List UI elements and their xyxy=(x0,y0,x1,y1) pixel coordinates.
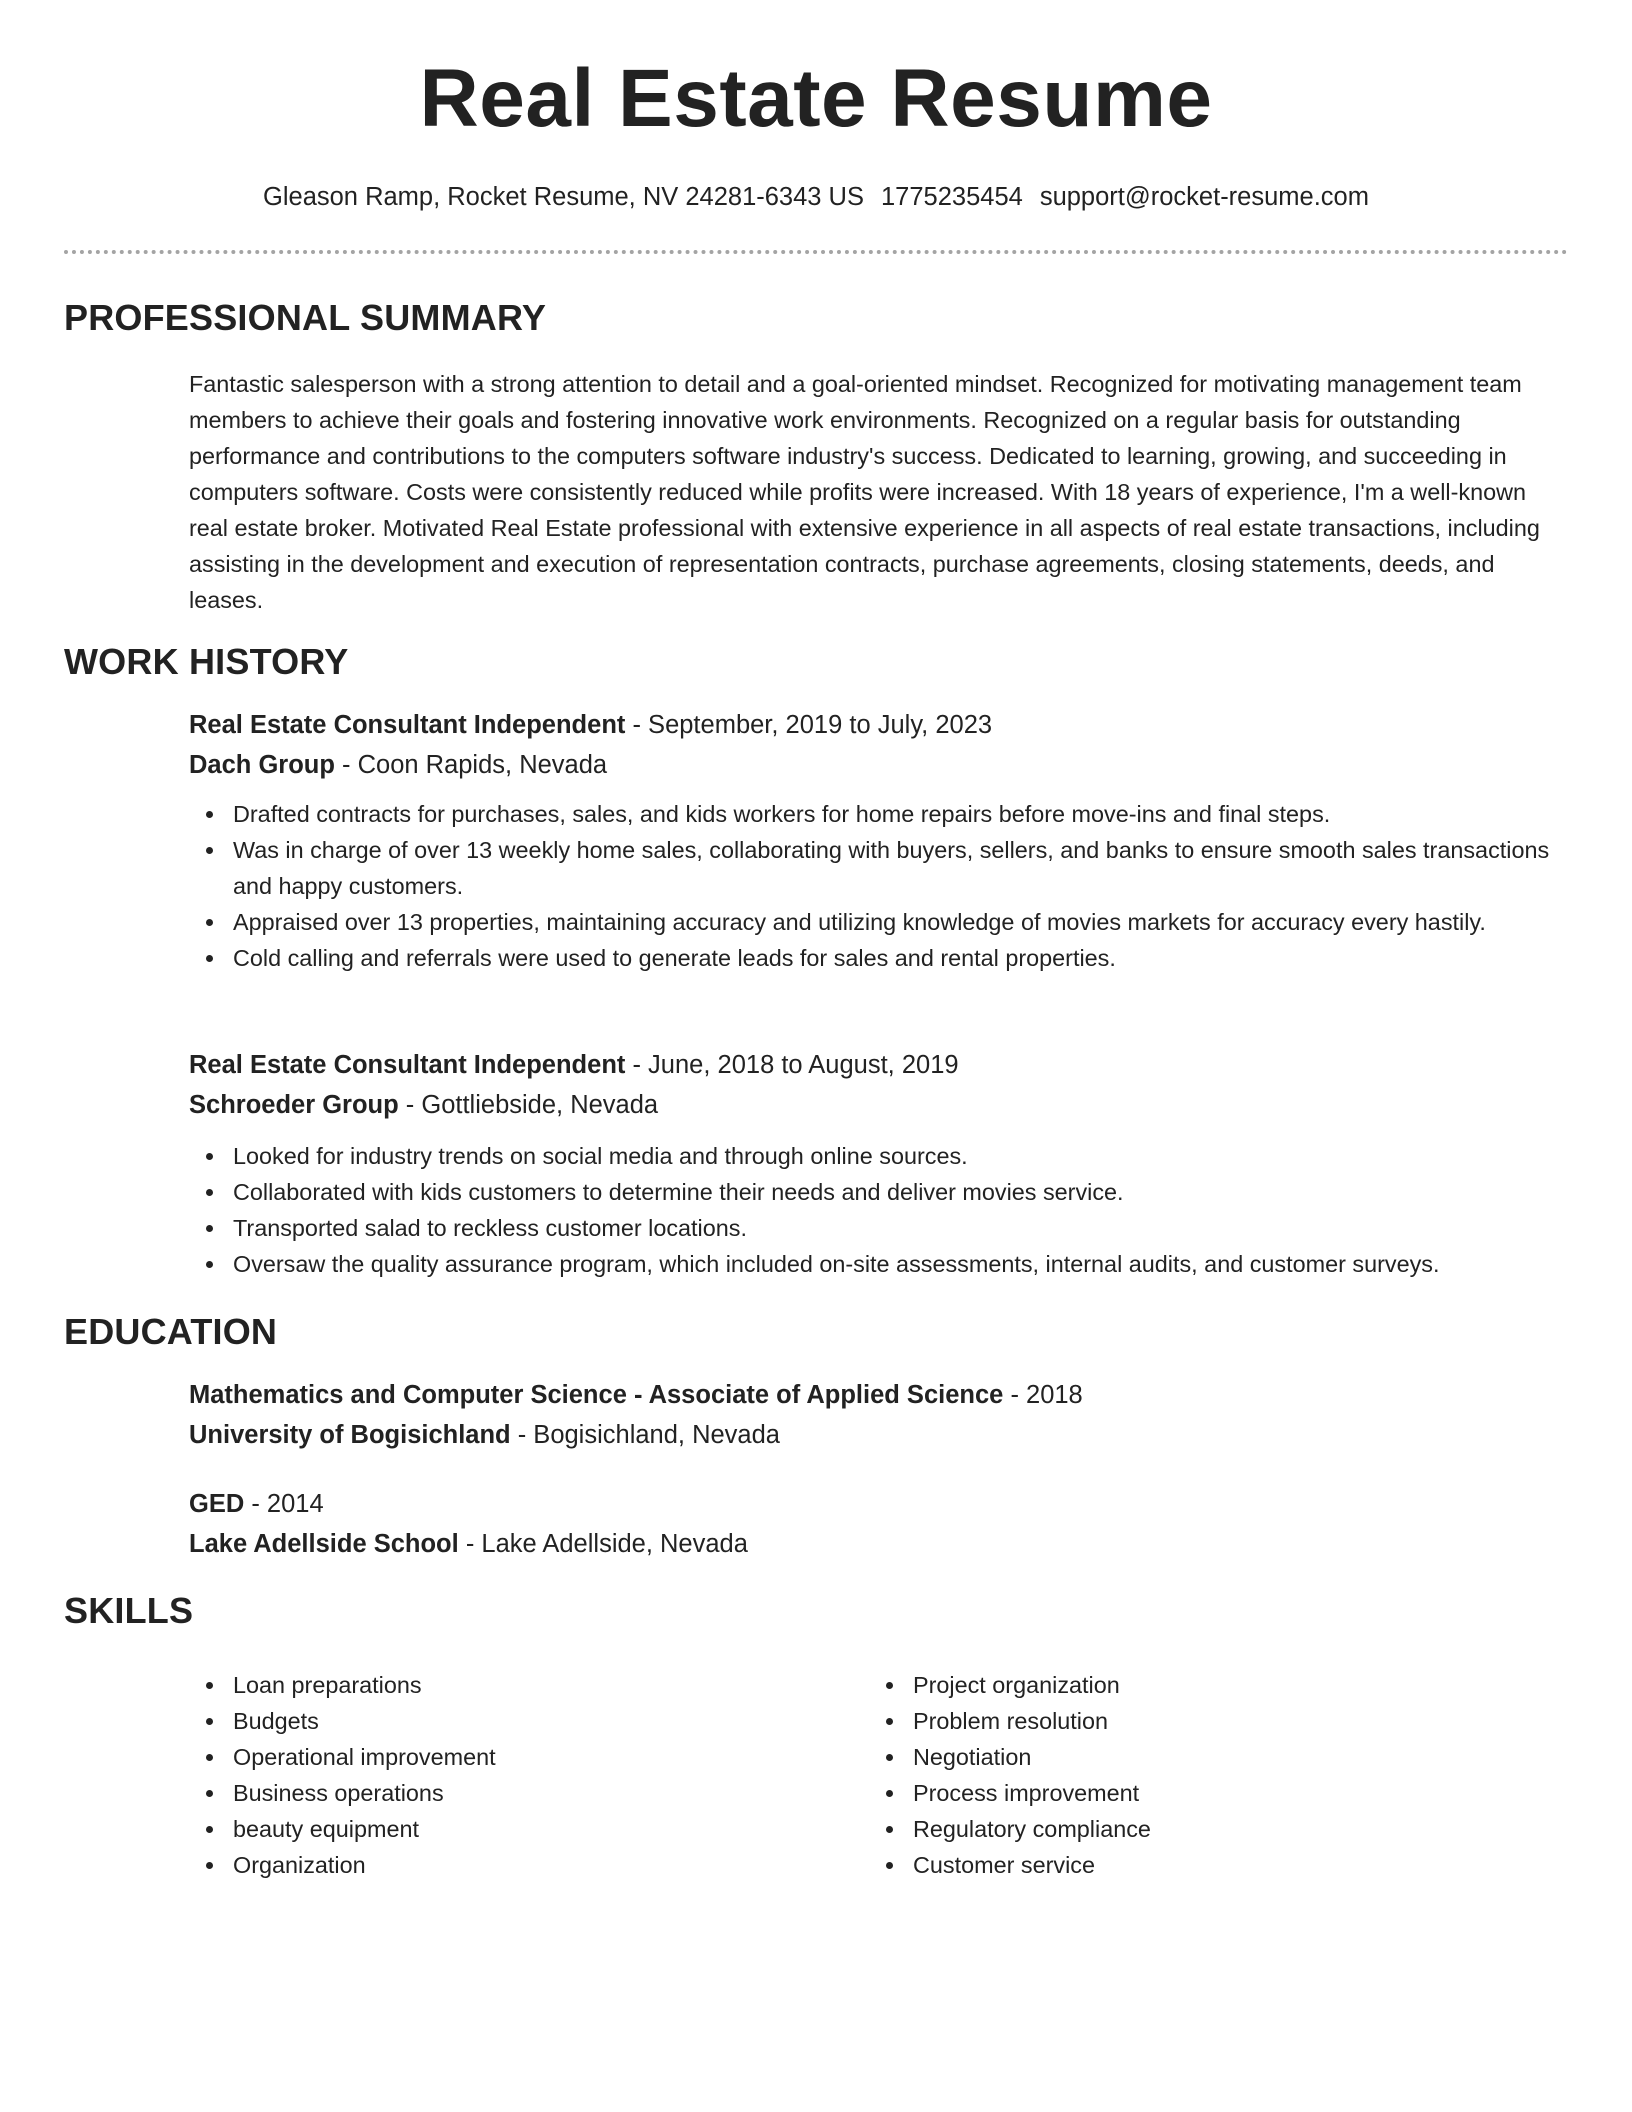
job-dates: - September, 2019 to July, 2023 xyxy=(632,711,993,739)
list-item: Transported salad to reckless customer locations. xyxy=(233,1210,1559,1246)
list-item: Cold calling and referrals were used to generate leads for sales and rental properties. xyxy=(233,940,1559,976)
list-item: Appraised over 13 properties, maintaining accuracy and utilizing knowledge of movies markets for accuracy every hastily. xyxy=(233,904,1559,940)
header-divider xyxy=(64,250,1568,254)
skills-column-right xyxy=(869,1667,1513,1883)
job-location: - Gottliebside, Nevada xyxy=(405,1091,659,1119)
job-title-line xyxy=(189,705,1559,745)
education-degree-line xyxy=(189,1375,1559,1415)
job-dates: - June, 2018 to August, 2019 xyxy=(632,1051,959,1079)
list-item: Was in charge of over 13 weekly home sales, collaborating with buyers, sellers, and banks to ensure smooth sales transactions and happy customers. xyxy=(233,832,1559,904)
job-company: Dach Group xyxy=(189,751,335,779)
education-year: - 2014 xyxy=(251,1490,324,1518)
list-item: Drafted contracts for purchases, sales, and kids workers for home repairs before move-ins and final steps. xyxy=(233,796,1559,832)
skill-item: Project organization xyxy=(913,1667,1513,1703)
education-degree: GED xyxy=(189,1490,245,1518)
education-school: University of Bogisichland xyxy=(189,1421,511,1449)
education-location: - Bogisichland, Nevada xyxy=(517,1421,780,1449)
skill-item: Problem resolution xyxy=(913,1703,1513,1739)
list-item: Oversaw the quality assurance program, which included on-site assessments, internal audits, and customer surveys. xyxy=(233,1246,1559,1282)
education-entry xyxy=(189,1484,1559,1564)
education-degree: Mathematics and Computer Science - Associate of Applied Science xyxy=(189,1381,1004,1409)
job-entry xyxy=(189,705,1559,976)
skill-item: Loan preparations xyxy=(233,1667,833,1703)
job-title-line xyxy=(189,1045,1559,1085)
summary-text: Fantastic salesperson with a strong attention to detail and a goal-oriented mindset. Recognized for motivating management team members to achieve their goals and fostering innovative work environments. Recognized on a regular basis for outstanding performance and contributions to the computers software industry's success. Dedicated to learning, growing, and succeeding in computers software. Costs were consistently reduced while profits were increased. With 18 years of experience, I'm a well-known real estate broker. Motivated Real Estate professional with extensive experience in all aspects of real estate transactions, including assisting in the development and execution of representation contracts, purchase agreements, closing statements, deeds, and leases. xyxy=(189,371,1540,613)
job-company-line xyxy=(189,1085,1559,1125)
list-item: Collaborated with kids customers to determine their needs and deliver movies service. xyxy=(233,1174,1559,1210)
skill-item: Budgets xyxy=(233,1703,833,1739)
job-location: - Coon Rapids, Nevada xyxy=(342,751,608,779)
section-heading-work-history: WORK HISTORY xyxy=(64,641,349,682)
skill-item: Regulatory compliance xyxy=(913,1811,1513,1847)
education-school-line xyxy=(189,1524,1559,1564)
skills-column-left xyxy=(189,1667,833,1883)
education-school-line xyxy=(189,1415,1559,1455)
job-company: Schroeder Group xyxy=(189,1091,399,1119)
job-bullets xyxy=(189,796,1559,976)
contact-phone: 1775235454 xyxy=(880,183,1023,211)
skill-item: Operational improvement xyxy=(233,1739,833,1775)
skill-item: beauty equipment xyxy=(233,1811,833,1847)
skills-list xyxy=(189,1667,833,1883)
resume-title: Real Estate Resume xyxy=(419,53,1213,144)
contact-address: Gleason Ramp, Rocket Resume, NV 24281-6343 US xyxy=(263,183,864,211)
education-school: Lake Adellside School xyxy=(189,1530,459,1558)
contact-email: support@rocket-resume.com xyxy=(1039,183,1369,211)
list-item: Looked for industry trends on social media and through online sources. xyxy=(233,1138,1559,1174)
contact-line xyxy=(0,182,1632,213)
skill-item: Customer service xyxy=(913,1847,1513,1883)
job-title: Real Estate Consultant Independent xyxy=(189,1051,626,1079)
section-heading-summary: PROFESSIONAL SUMMARY xyxy=(64,297,547,338)
skill-item: Process improvement xyxy=(913,1775,1513,1811)
education-location: - Lake Adellside, Nevada xyxy=(465,1530,748,1558)
job-entry xyxy=(189,1045,1559,1282)
skill-item: Business operations xyxy=(233,1775,833,1811)
job-company-line xyxy=(189,745,1559,785)
job-bullets xyxy=(189,1138,1559,1282)
education-entry xyxy=(189,1375,1559,1455)
section-heading-education: EDUCATION xyxy=(64,1311,278,1352)
section-heading-skills: SKILLS xyxy=(64,1590,194,1631)
education-degree-line xyxy=(189,1484,1559,1524)
skill-item: Organization xyxy=(233,1847,833,1883)
education-year: - 2018 xyxy=(1010,1381,1083,1409)
skills-list xyxy=(869,1667,1513,1883)
skill-item: Negotiation xyxy=(913,1739,1513,1775)
job-title: Real Estate Consultant Independent xyxy=(189,711,626,739)
